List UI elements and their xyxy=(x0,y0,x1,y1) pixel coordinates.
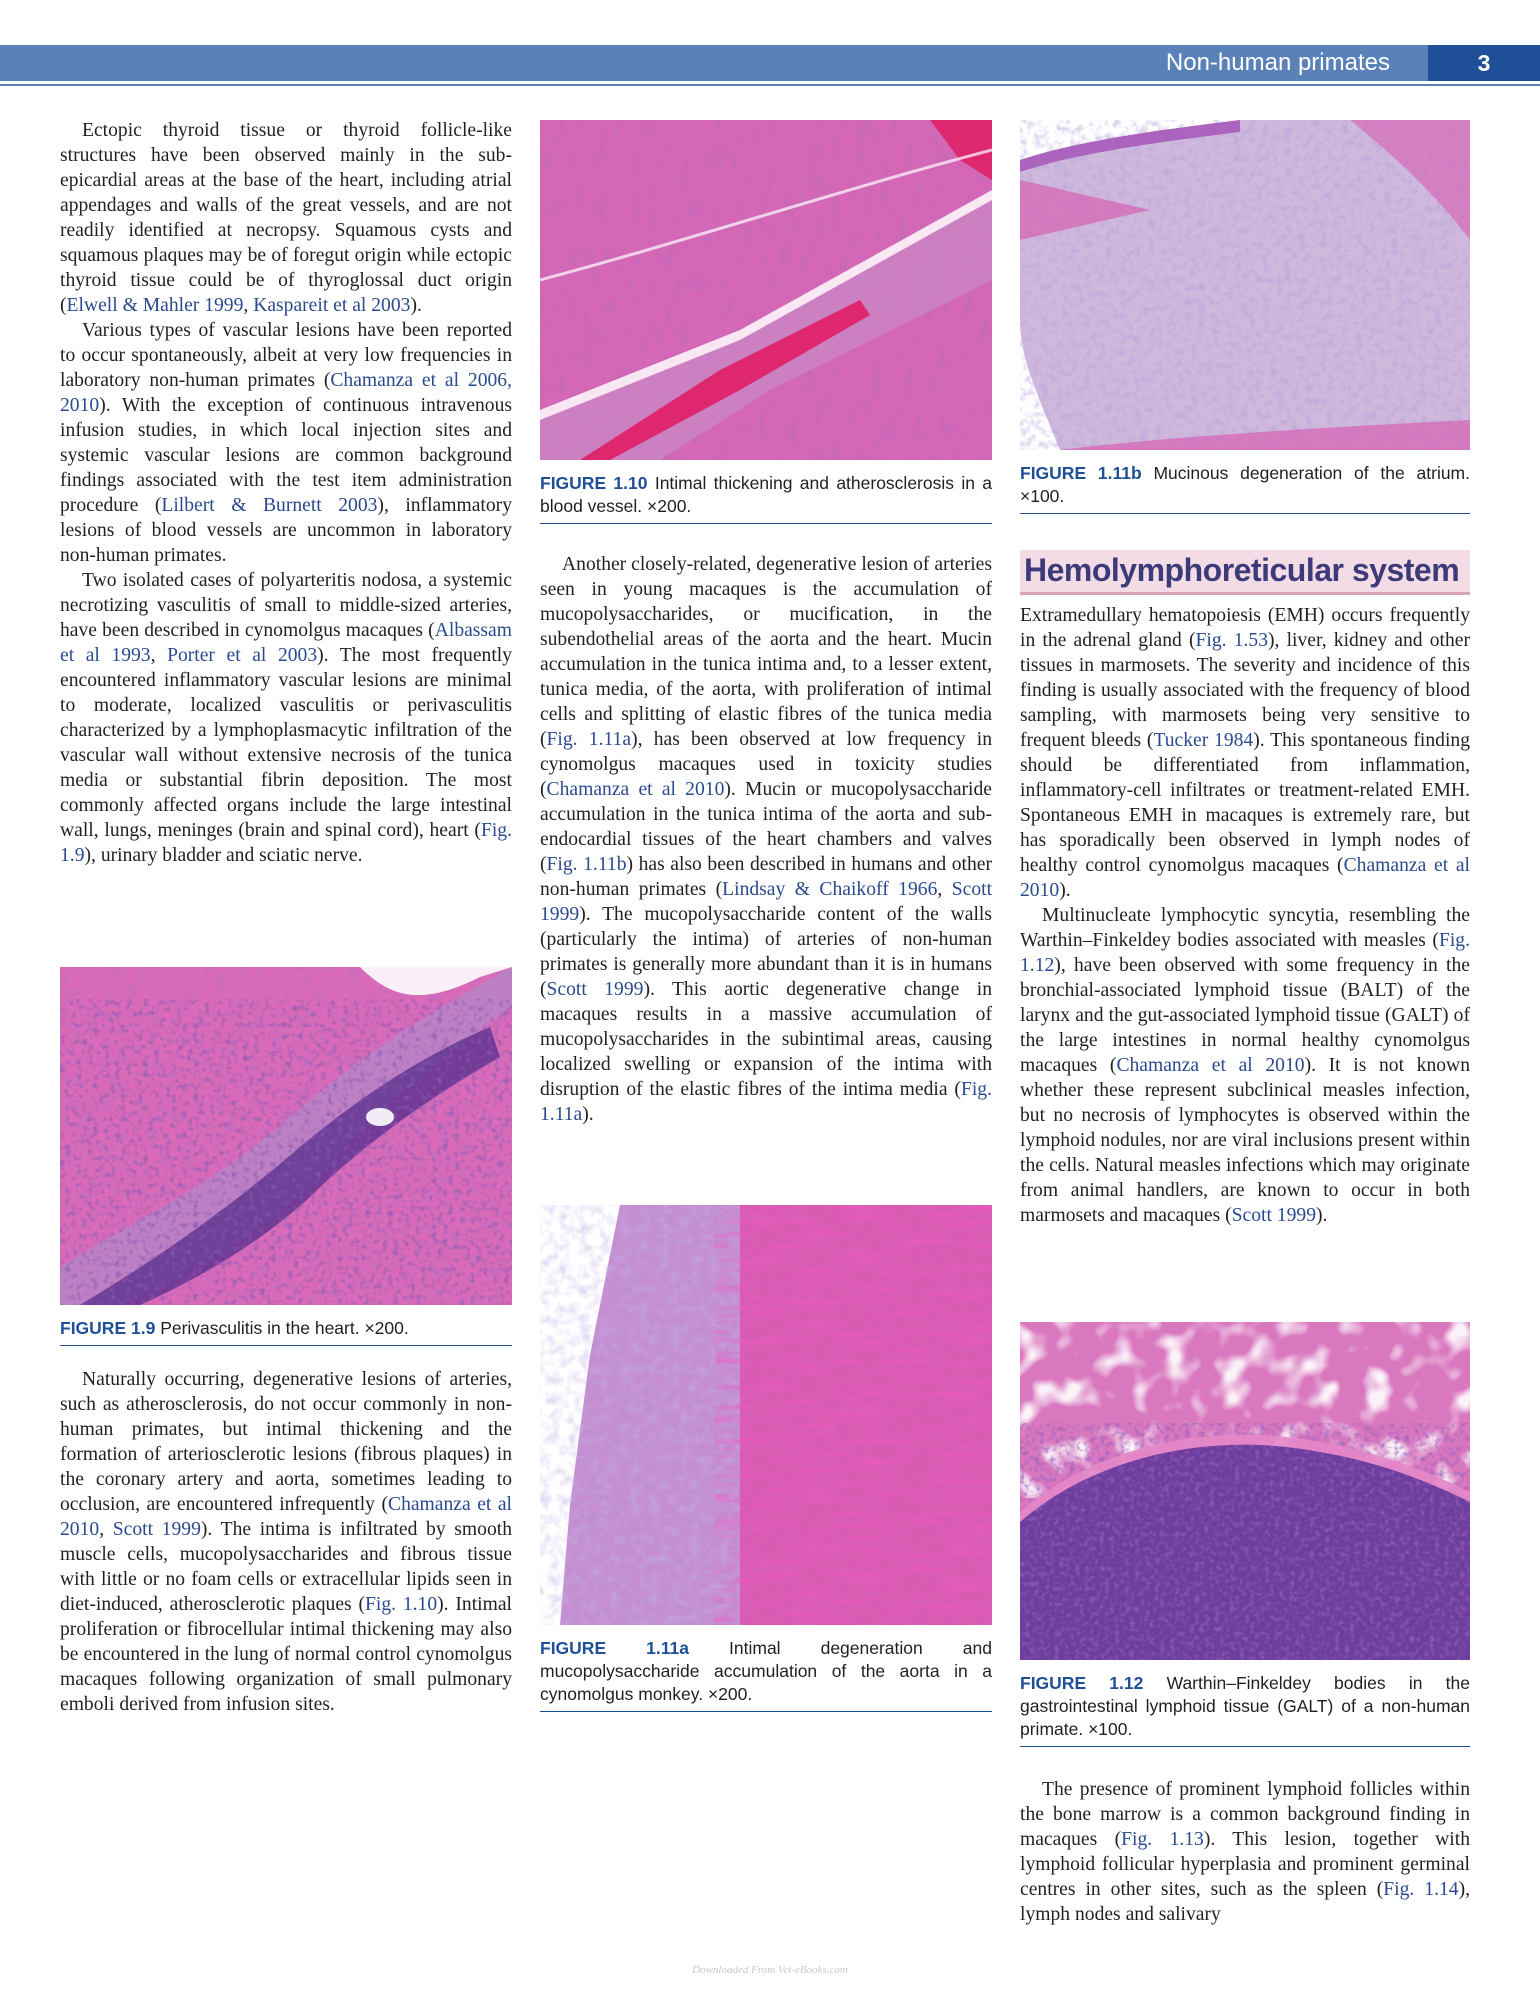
col3-text-bottom xyxy=(1020,1777,1470,1927)
paragraph-text: ). Mucin or mucopolysaccharide accumulation in the tunica intima of the aorta and sub-endocardial tissues of the heart chambers and valves ( xyxy=(540,779,992,875)
figure-1-11b-image xyxy=(1020,120,1470,450)
citation-link[interactable]: Fig. 1.53 xyxy=(1195,630,1269,651)
figure-1-10-caption-text: Intimal thickening and atherosclerosis in a blood vessel. ×200. xyxy=(540,473,992,516)
page-number: 3 xyxy=(1428,45,1540,81)
paragraph-text: ). This spontaneous finding should be differentiated from inflammation, inflammatory-cell infiltrates or treatment-related EMH. Spontaneous EMH in macaques is extremely rare, but has sporadically been observed in lymph nodes of healthy control cynomolgus macaques ( xyxy=(1020,730,1470,876)
running-header-title: Non-human primates xyxy=(1165,49,1390,76)
paragraph-text: , xyxy=(150,645,168,666)
citation-link[interactable]: Albassam et al 1993 xyxy=(60,620,512,666)
citation-link[interactable]: Tucker 1984 xyxy=(1153,730,1254,751)
citation-link[interactable]: Kaspareit et al 2003 xyxy=(253,295,411,316)
paragraph-text: Another closely-related, degenerative lesion of arteries seen in young macaques is the accumulation of mucopolysaccharides, or mucification, in the subendothelial areas of the aorta and the heart. Mucin accumulation in the tunica intima and, to a lesser extent, tunica media, of the aorta, with proliferation of intimal cells and splitting of elastic fibres of the tunica media ( xyxy=(540,554,992,750)
citation-link[interactable]: Porter et al 2003 xyxy=(167,645,318,666)
citation-link[interactable]: Scott 1999 xyxy=(540,879,993,925)
paragraph-text: Multinucleate lymphocytic syncytia, resembling the Warthin–Finkeldey bodies associated with measles ( xyxy=(1020,905,1470,951)
col3-text-top xyxy=(1020,603,1470,1228)
citation-link[interactable]: Fig. 1.11a xyxy=(546,729,632,750)
col3-para2 xyxy=(1020,903,1470,1228)
figure-1-9-caption xyxy=(60,1317,512,1346)
paragraph-text: ), urinary bladder and sciatic nerve. xyxy=(84,845,363,866)
citation-link[interactable]: Scott 1999 xyxy=(1231,1205,1317,1226)
paragraph-text: ). The most frequently encountered inflammatory vascular lesions are minimal to moderate, localized vasculitis or perivasculitis characterized by a lymphoplasmacytic infiltration of the vascular wall without extensive necrosis of the tunica media or substantial fibrin deposition. The most commonly affected organs include the large intestinal wall, lungs, meninges (brain and spinal cord), heart ( xyxy=(60,645,512,841)
paragraph-text: ). xyxy=(1059,880,1071,901)
figure-1-9-label: FIGURE 1.9 xyxy=(60,1318,156,1338)
figure-1-10-caption xyxy=(540,472,992,524)
paragraph-text: Naturally occurring, degenerative lesions of arteries, such as atherosclerosis, do not occur commonly in non-human primates, but intimal thickening and the formation of arteriosclerotic lesions (fibrous plaques) in the coronary artery and aorta, sometimes leading to occlusion, are encountered infrequently ( xyxy=(60,1369,512,1515)
figure-1-11a-label: FIGURE 1.11a xyxy=(540,1638,689,1658)
col1-para3 xyxy=(60,568,512,868)
col1-text-bottom xyxy=(60,1367,512,1717)
figure-1-12-caption-text: Warthin–Finkeldey bodies in the gastrointestinal lymphoid tissue (GALT) of a non-human primate. ×100. xyxy=(1020,1673,1470,1739)
paragraph-text: ). xyxy=(1316,1205,1328,1226)
figure-1-11a-image xyxy=(540,1205,992,1625)
figure-1-11a-caption xyxy=(540,1637,992,1712)
col1-para4 xyxy=(60,1367,512,1717)
paragraph-text: ). The intima is infiltrated by smooth muscle cells, mucopolysaccharides and fibrous tissue with little or no foam cells or extracellular lipids seen in diet-induced, atherosclerotic plaques ( xyxy=(60,1519,513,1615)
running-header xyxy=(0,45,1540,81)
figure-1-11b-label: FIGURE 1.11b xyxy=(1020,463,1142,483)
paragraph-text: ) has also been described in humans and other non-human primates ( xyxy=(540,854,993,900)
figure-1-12-label: FIGURE 1.12 xyxy=(1020,1673,1144,1693)
figure-1-10-image xyxy=(540,120,992,460)
col2-para1 xyxy=(540,552,992,1127)
figure-1-9-caption-text: Perivasculitis in the heart. ×200. xyxy=(160,1318,409,1338)
paragraph-text: ). This aortic degenerative change in macaques results in a massive accumulation of mucopolysaccharides in the subintimal areas, causing localized swelling or expansion of the intima with disruption of the elastic fibres of the intima media ( xyxy=(540,979,992,1100)
col2-text xyxy=(540,552,992,1127)
paragraph-text: Various types of vascular lesions have been reported to occur spontaneously, albeit at very low frequencies in laboratory non-human primates ( xyxy=(60,320,512,391)
figure-1-12-image xyxy=(1020,1322,1470,1660)
section-heading-text: Hemolymphoreticular system xyxy=(1024,552,1460,588)
citation-link[interactable]: Elwell & Mahler 1999 xyxy=(66,295,244,316)
citation-link[interactable]: Fig. 1.11a xyxy=(540,1079,992,1125)
paragraph-text: ), have been observed with some frequency in the bronchial-associated lymphoid tissue (BALT) of the larynx and the gut-associated lymphoid tissue (GALT) of the large intestines in normal healthy cynomolgus macaques ( xyxy=(1020,955,1470,1076)
paragraph-text: ), has been observed at low frequency in cynomolgus macaques used in toxicity studies ( xyxy=(540,729,992,800)
col3-para1 xyxy=(1020,603,1470,903)
citation-link[interactable]: Lindsay & Chaikoff 1966 xyxy=(722,879,938,900)
paragraph-text: ), liver, kidney and other tissues in marmosets. The severity and incidence of this finding is usually associated with the frequency of blood sampling, with marmosets being very sensitive to frequent bleeds ( xyxy=(1020,630,1470,751)
figure-1-10-label: FIGURE 1.10 xyxy=(540,473,648,493)
figure-1-11a-caption-text: Intimal degeneration and mucopolysaccharide accumulation of the aorta in a cynomolgus monkey. ×200. xyxy=(540,1638,992,1704)
paragraph-text: ). It is not known whether these represent subclinical measles infection, but no necrosis of lymphocytes is observed within the lymphoid nodules, nor are viral inclusions present within the cells. Natural measles infections which may originate from animal handlers, are known to occur in both marmosets and macaques ( xyxy=(1020,1055,1471,1226)
citation-link[interactable]: Chamanza et al 2010 xyxy=(546,779,725,800)
paragraph-text: ). This lesion, together with lymphoid follicular hyperplasia and prominent germinal centres in other sites, such as the spleen ( xyxy=(1020,1829,1470,1900)
paragraph-text: Two isolated cases of polyarteritis nodosa, a systemic necrotizing vasculitis of small to middle-sized arteries, have been described in cynomolgus macaques ( xyxy=(60,570,512,641)
citation-link[interactable]: Lilbert & Burnett 2003 xyxy=(161,495,378,516)
col3-para3 xyxy=(1020,1777,1470,1927)
citation-link[interactable]: Fig. 1.14 xyxy=(1383,1879,1459,1900)
citation-link[interactable]: Fig. 1.9 xyxy=(60,820,512,866)
header-rule xyxy=(0,84,1540,86)
figure-1-9-image xyxy=(60,967,512,1305)
citation-link[interactable]: Chamanza et al 2010 xyxy=(60,1494,512,1540)
citation-link[interactable]: Scott 1999 xyxy=(112,1519,201,1540)
citation-link[interactable]: Chamanza et al 2010 xyxy=(1116,1055,1305,1076)
paragraph-text: ). The mucopolysaccharide content of the walls (particularly the intima) of arteries of non-human primates is generally more abundant than it is in humans ( xyxy=(540,904,992,1000)
citation-link[interactable]: Scott 1999 xyxy=(546,979,644,1000)
figure-1-12-caption xyxy=(1020,1672,1470,1747)
citation-link[interactable]: Fig. 1.11b xyxy=(546,854,627,875)
paragraph-text: Ectopic thyroid tissue or thyroid follicle-like structures have been observed mainly in the sub-epicardial areas at the base of the heart, including atrial appendages and walls of the great vessels, and are not readily identified at necropsy. Squamous cysts and squamous plaques may be of foregut origin while ectopic thyroid tissue could be of thyroglossal duct origin ( xyxy=(60,120,512,316)
citation-link[interactable]: Fig. 1.12 xyxy=(1020,930,1470,976)
paragraph-text: ). xyxy=(582,1104,594,1125)
paragraph-text: ), lymph nodes and salivary xyxy=(1020,1879,1471,1925)
paragraph-text: , xyxy=(99,1519,113,1540)
citation-link[interactable]: Fig. 1.13 xyxy=(1121,1829,1204,1850)
figure-1-11b-caption-text: Mucinous degeneration of the atrium. ×100. xyxy=(1020,463,1470,506)
citation-link[interactable]: Fig. 1.10 xyxy=(365,1594,438,1615)
paragraph-text: , xyxy=(243,295,254,316)
paragraph-text: Extramedullary hematopoiesis (EMH) occurs frequently in the adrenal gland ( xyxy=(1020,605,1470,651)
paragraph-text: , xyxy=(937,879,952,900)
col1-text-top xyxy=(60,118,512,868)
section-heading xyxy=(1020,550,1470,595)
figure-1-11b-caption xyxy=(1020,462,1470,514)
paragraph-text: ). With the exception of continuous intravenous infusion studies, in which local injection sites and systemic vascular lesions are common background findings associated with the test item administration procedure ( xyxy=(60,395,512,516)
paragraph-text: The presence of prominent lymphoid follicles within the bone marrow is a common background finding in macaques ( xyxy=(1020,1779,1470,1850)
footer-watermark: Downloaded From Vet-eBooks.com xyxy=(692,1964,848,1976)
citation-link[interactable]: Chamanza et al 2010 xyxy=(1020,855,1470,901)
paragraph-text: ). xyxy=(410,295,422,316)
col1-para1 xyxy=(60,118,512,318)
paragraph-text: ), inflammatory lesions of blood vessels are uncommon in laboratory non-human primates. xyxy=(60,495,512,566)
col1-para2 xyxy=(60,318,512,568)
citation-link[interactable]: Chamanza et al 2006, 2010 xyxy=(60,370,512,416)
paragraph-text: ). Intimal proliferation or fibrocellular intimal thickening may also be encountered in the lung of normal control cynomolgus macaques following organization of small pulmonary emboli derived from infusion sites. xyxy=(60,1594,512,1715)
